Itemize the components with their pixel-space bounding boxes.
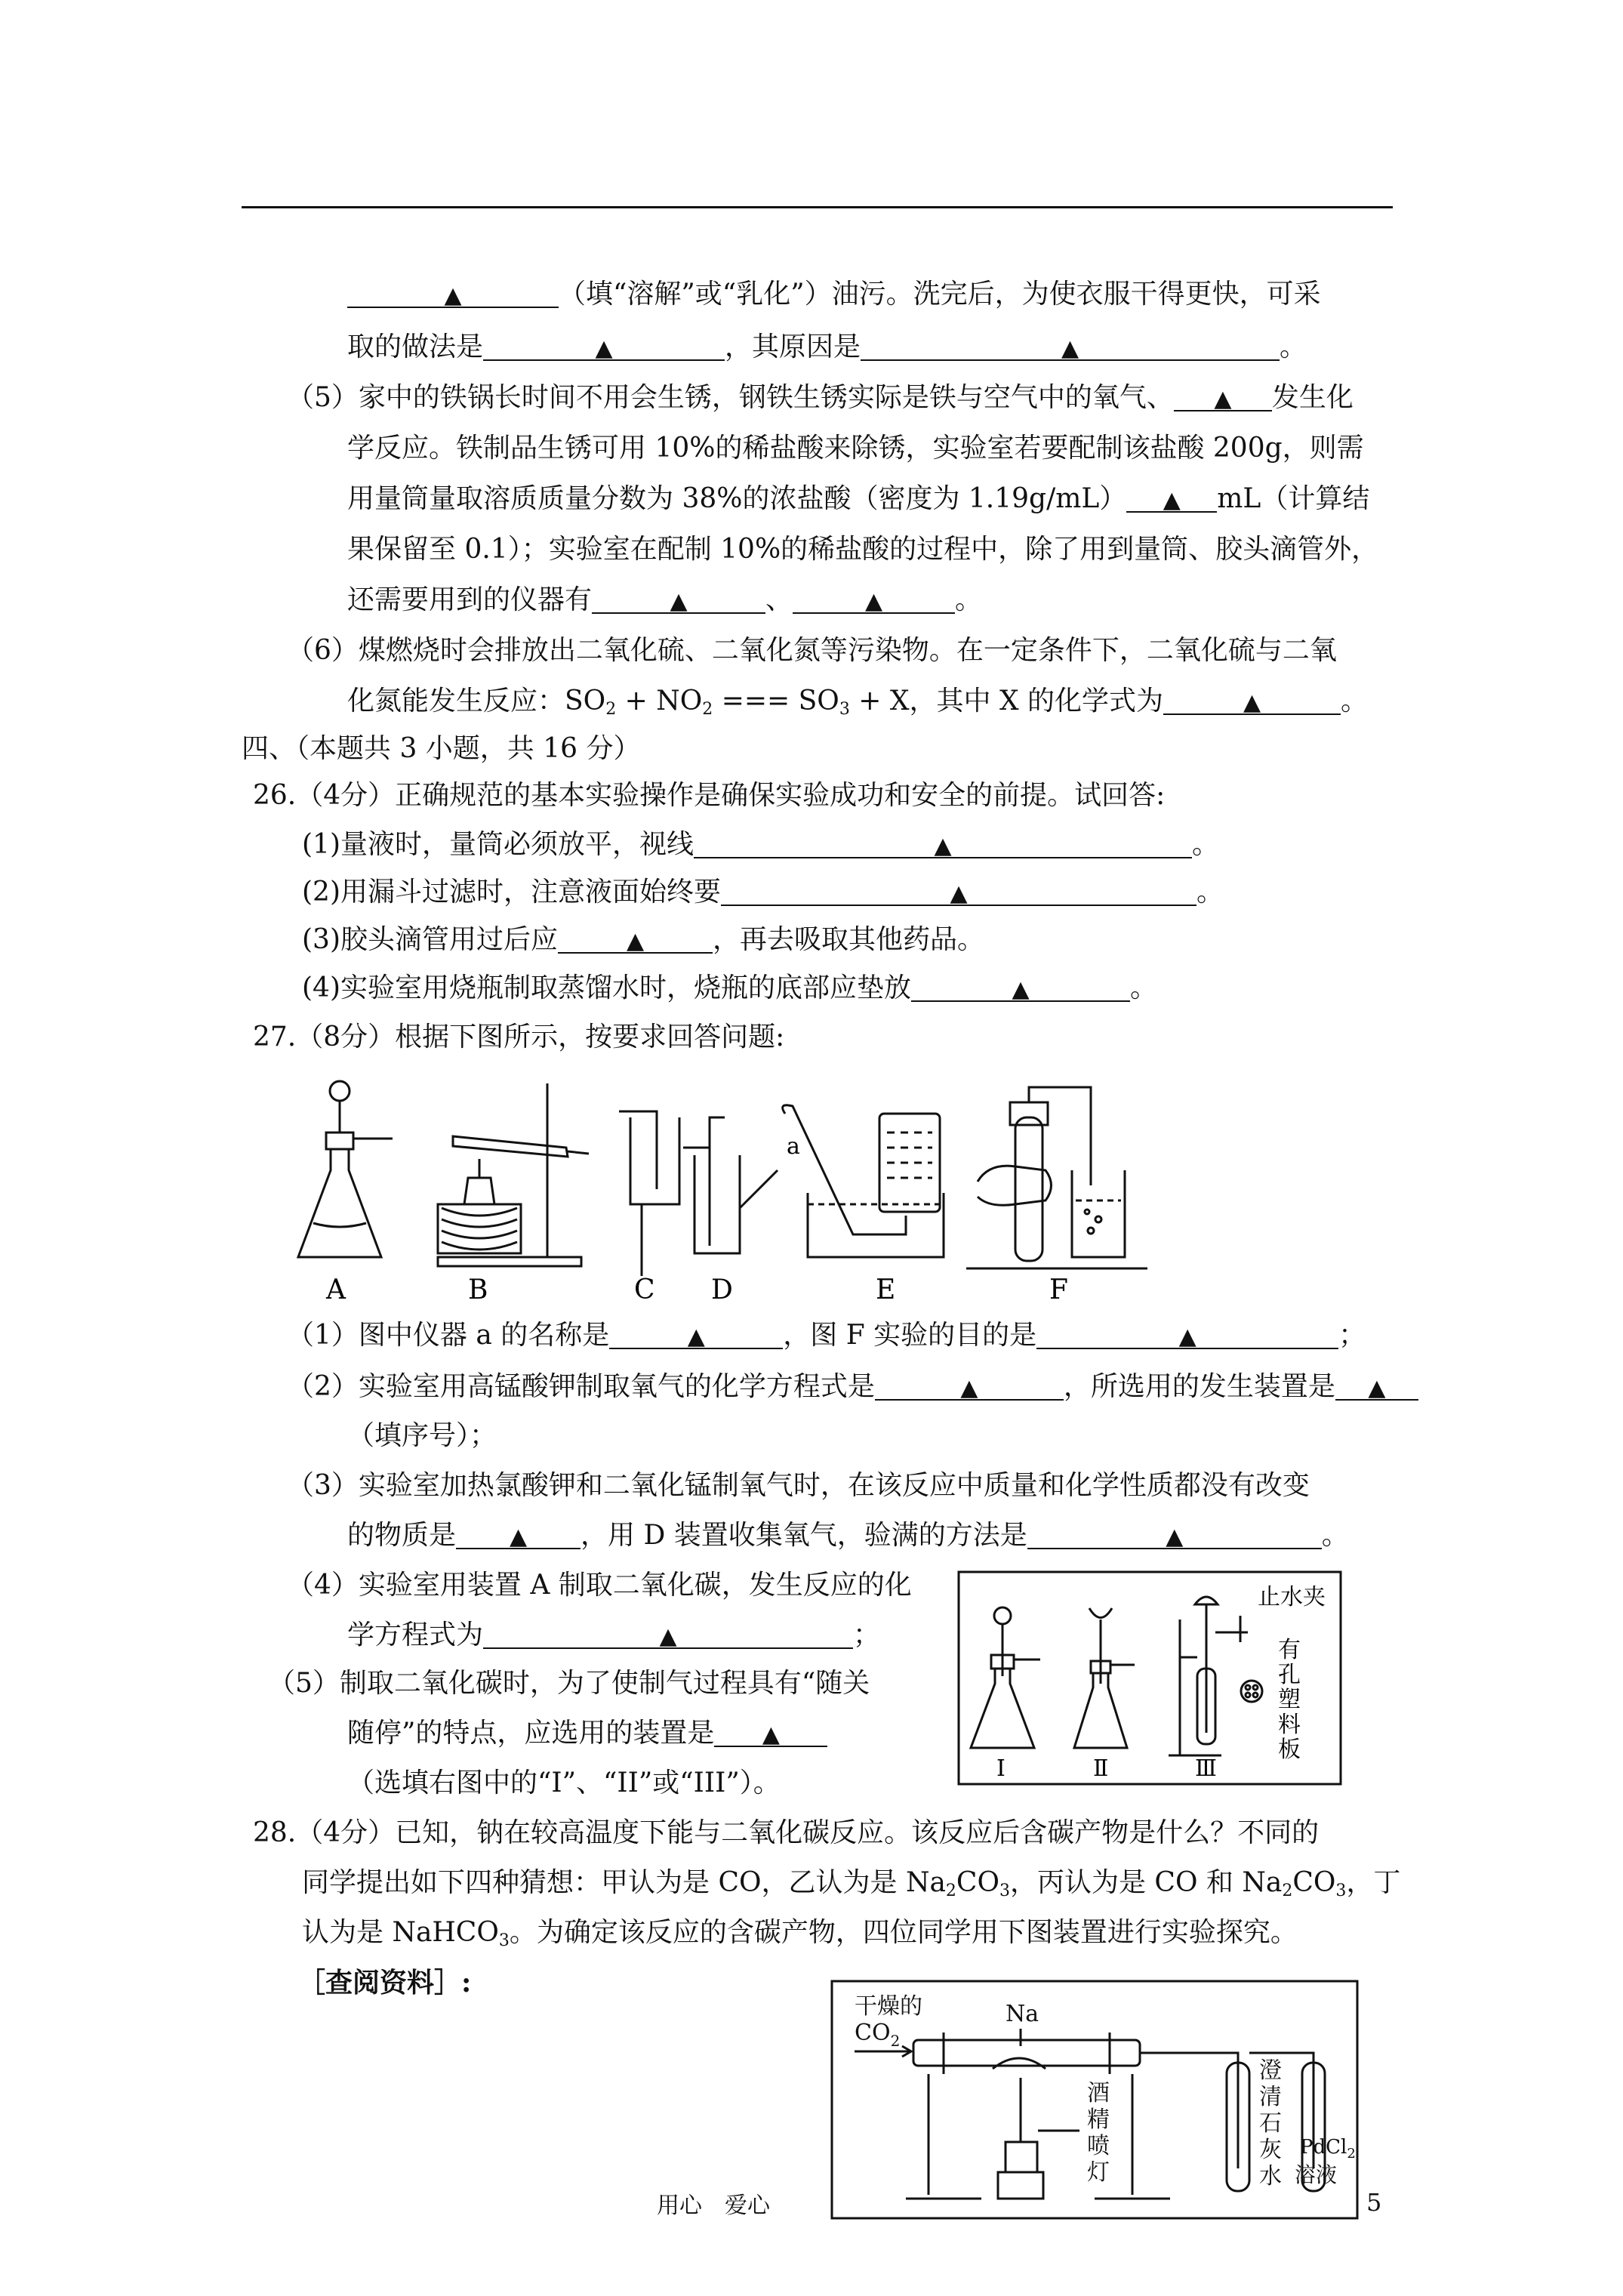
q25-p5-line4: 果保留至 0.1）；实验室在配制 10%的稀盐酸的过程中，除了用到量筒、胶头滴管外， — [347, 534, 1379, 565]
fig-lime-char: 灰 — [1259, 2137, 1282, 2163]
inset-label-III: Ⅲ — [1195, 1755, 1217, 1782]
apparatus-f — [966, 1087, 1147, 1268]
fig-lamp-char: 精 — [1087, 2106, 1110, 2133]
fig-lamp-char: 喷 — [1087, 2133, 1110, 2159]
label-F: F — [1049, 1274, 1068, 1305]
inset-plate-char: 料 — [1278, 1712, 1301, 1738]
apparatus-d — [683, 1117, 778, 1253]
apparatus-II — [1074, 1608, 1135, 1748]
q25-p6-line1: （6）煤燃烧时会排放出二氧化硫、二氧化氮等污染物。在一定条件下，二氧化硫与二氧 — [287, 635, 1337, 666]
q28-line1: 28.（4分）已知，钠在较高温度下能与二氧化碳反应。该反应后含碳产物是什么？不同的 — [253, 1817, 1320, 1848]
fig-lime-char: 清 — [1259, 2084, 1282, 2110]
q26-item2: (2)用漏斗过滤时，注意液面始终要 ▲ 。 — [302, 877, 1224, 908]
label-a: a — [787, 1133, 800, 1160]
label-C: C — [634, 1274, 655, 1305]
apparatus-III — [1169, 1597, 1262, 1755]
q25-p6-line2: 化氮能发生反应：$SO_2 + NO_2$ === $SO_3 + X$，其中 X 的化学式为 ▲ 。 — [347, 686, 1369, 719]
answer-blank[interactable]: ▲ — [483, 1619, 853, 1649]
q27-inset-figure — [957, 1570, 1342, 1786]
q25-p5-line5: 还需要用到的仪器有 ▲ 、 ▲ 。 — [347, 584, 983, 615]
q25-p5-line3: 用量筒量取溶质质量分数为 38%的浓盐酸（密度为 1.19g/mL） ▲ mL（计算结 — [347, 483, 1370, 514]
fig-co2-label: $CO_2$ — [855, 2020, 901, 2050]
fig-pdcl2-label: PdCl$_2$ — [1300, 2136, 1356, 2162]
q28-apparatus-figure — [830, 1980, 1359, 2220]
answer-blank[interactable]: ▲ — [347, 278, 559, 308]
q27-p2: （2）实验室用高锰酸钾制取氧气的化学方程式是 ▲ ，所选用的发生装置是 ▲ — [287, 1370, 1418, 1404]
apparatus-a — [298, 1081, 393, 1257]
answer-blank[interactable]: ▲ — [1163, 685, 1341, 715]
inset-plate-char: 有 — [1278, 1637, 1301, 1663]
answer-blank[interactable]: ▲ — [694, 828, 1192, 858]
apparatus-e — [783, 1105, 944, 1257]
answer-blank[interactable]: ▲ — [714, 1717, 827, 1747]
label-B: B — [468, 1274, 488, 1305]
q27-p4-line2: 学方程式为 ▲ ； — [347, 1620, 881, 1650]
q27-p3-line1: （3）实验室加热氯酸钾和二氧化锰制氧气时，在该反应中质量和化学性质都没有改变 — [287, 1470, 1310, 1501]
fig-lamp-char: 灯 — [1087, 2159, 1110, 2186]
q27-intro: 27.（8分）根据下图所示，按要求回答问题: — [253, 1022, 785, 1052]
fig-na-label: Na — [1006, 2001, 1039, 2027]
q27-p4-line1: （4）实验室用装置 A 制取二氧化碳，发生反应的化 — [287, 1570, 912, 1601]
answer-blank[interactable]: ▲ — [1036, 1319, 1338, 1349]
fig-lime-char: 石 — [1259, 2110, 1282, 2137]
answer-blank[interactable]: ▲ — [609, 1319, 783, 1349]
answer-blank[interactable]: ▲ — [1335, 1370, 1418, 1401]
answer-blank[interactable]: ▲ — [1174, 381, 1272, 411]
answer-blank[interactable]: ▲ — [1027, 1519, 1322, 1549]
q27-apparatus-figure — [287, 1072, 1329, 1306]
q26-intro: 26.（4分）正确规范的基本实验操作是确保实验成功和安全的前提。试回答: — [253, 780, 1166, 811]
inset-label-II: Ⅱ — [1093, 1755, 1109, 1782]
answer-blank[interactable]: ▲ — [911, 972, 1130, 1002]
q25-line2: 取的做法是 ▲ ，其原因是 ▲ 。 — [347, 331, 1307, 362]
apparatus-I — [971, 1607, 1040, 1748]
apparatus-b — [438, 1083, 589, 1266]
q28-line2: 同学提出如下四种猜想：甲认为是 CO，乙认为是 $Na_2CO_3$，丙认为是 CO 和 $Na_2CO_3$，丁 — [302, 1867, 1401, 1900]
q25-line1: ▲ （填“溶解”或“乳化”）油污。洗完后，为使衣服干得更快，可采 — [347, 278, 1321, 311]
q25-p5-line2: 学反应。铁制品生锈可用 10%的稀盐酸来除锈，实验室若要配制该盐酸 200g，则需 — [347, 433, 1364, 464]
q27-p5-line1: （5）制取二氧化碳时，为了使制气过程具有“随关 — [268, 1668, 870, 1699]
header-rule — [242, 206, 1393, 208]
label-D: D — [711, 1274, 733, 1305]
label-E: E — [876, 1274, 896, 1305]
inset-plate-char: 板 — [1278, 1737, 1301, 1763]
answer-blank[interactable]: ▲ — [875, 1370, 1064, 1401]
q28-line3: 认为是 NaHCO$_3$。为确定该反应的含碳产物，四位同学用下图装置进行实验探究。 — [302, 1917, 1298, 1950]
page-number: 5 — [1366, 2188, 1382, 2217]
apparatus-c — [619, 1111, 679, 1276]
answer-blank[interactable]: ▲ — [1126, 482, 1217, 513]
fig-solution-label: 溶液 — [1295, 2162, 1338, 2187]
inset-clamp-label: 止水夹 — [1258, 1584, 1326, 1610]
q27-p3-line2: 的物质是 ▲ ，用 D 装置收集氧气，验满的方法是 ▲ 。 — [347, 1520, 1349, 1551]
answer-blank[interactable]: ▲ — [793, 584, 955, 614]
footer-text: 用心 爱心 — [657, 2193, 770, 2219]
inset-plate-char: 塑 — [1278, 1687, 1301, 1713]
q28-reference-heading: ［查阅资料］: — [298, 1967, 472, 1999]
q27-p5-line2: 随停”的特点，应选用的装置是 ▲ — [347, 1717, 827, 1750]
q26-item1: (1)量液时，量筒必须放平，视线 ▲ 。 — [302, 829, 1220, 860]
answer-blank[interactable]: ▲ — [592, 584, 765, 614]
section-4-title: 四、（本题共 3 小题，共 16 分） — [242, 733, 641, 764]
q26-item4: (4)实验室用烧瓶制取蒸馏水时，烧瓶的底部应垫放 ▲ 。 — [302, 972, 1158, 1003]
answer-blank[interactable]: ▲ — [721, 876, 1196, 906]
answer-blank[interactable]: ▲ — [456, 1519, 581, 1549]
label-A: A — [326, 1274, 346, 1305]
q27-p5-line3: （选填右图中的“I”、“II”或“III”）。 — [347, 1767, 781, 1798]
fig-lime-char: 澄 — [1259, 2057, 1282, 2084]
inset-label-I: I — [996, 1755, 1006, 1782]
q26-item3: (3)胶头滴管用过后应 ▲ ，再去吸取其他药品。 — [302, 924, 985, 955]
fig-lime-char: 水 — [1259, 2163, 1282, 2190]
answer-blank[interactable]: ▲ — [558, 923, 713, 954]
inset-plate-char: 孔 — [1278, 1662, 1301, 1688]
answer-blank[interactable]: ▲ — [861, 331, 1280, 361]
answer-blank[interactable]: ▲ — [483, 331, 725, 361]
q25-p5-line1: （5）家中的铁锅长时间不用会生锈，钢铁生锈实际是铁与空气中的氧气、 ▲ 发生化 — [287, 382, 1354, 413]
fig-lamp-char: 酒 — [1087, 2080, 1110, 2106]
fig-dry-label: 干燥的 — [855, 1993, 922, 2020]
q27-p2-line2: （填序号）； — [347, 1420, 497, 1451]
q27-p1: （1）图中仪器 a 的名称是 ▲ ，图 F 实验的目的是 ▲ ； — [287, 1320, 1366, 1351]
